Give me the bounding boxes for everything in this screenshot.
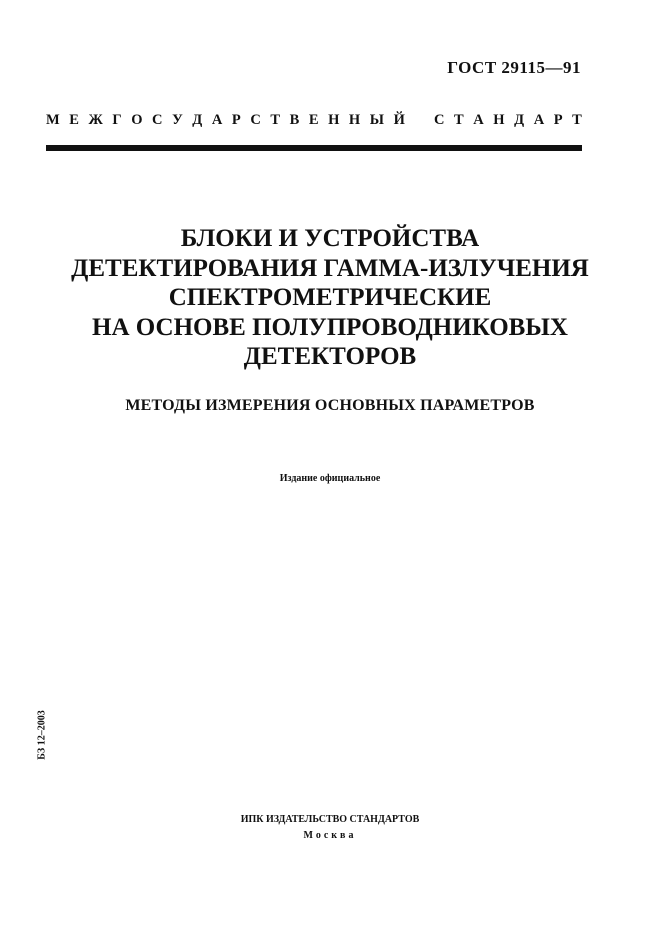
spaced-letter: Т	[454, 112, 464, 128]
gost-number: ГОСТ 29115—91	[447, 58, 581, 77]
spaced-letter: Ы	[369, 112, 384, 128]
side-code: БЗ 12–2003	[36, 710, 48, 760]
spaced-letter: Й	[393, 112, 405, 128]
title-line: БЛОКИ И УСТРОЙСТВА	[180, 225, 480, 252]
spaced-letter: Г	[112, 112, 122, 128]
spaced-letter: Ж	[88, 112, 103, 128]
spaced-letter: Д	[192, 112, 203, 128]
header-rule	[46, 145, 582, 151]
spaced-letter: Д	[514, 112, 525, 128]
spaced-letter: Т	[572, 112, 582, 128]
spaced-letter: Е	[308, 112, 319, 128]
document-title	[30, 224, 630, 372]
spaced-letter: Р	[553, 112, 563, 128]
spaced-letter: А	[533, 112, 545, 128]
spaced-letter: С	[152, 112, 163, 128]
spaced-letter: У	[172, 112, 183, 128]
title-line: ДЕТЕКТОРОВ	[243, 343, 417, 370]
edition-label: Издание официальное	[279, 473, 381, 484]
word-gap	[414, 112, 424, 129]
publisher-name: ИПК ИЗДАТЕЛЬСТВО СТАНДАРТОВ	[240, 814, 420, 825]
spaced-letter: О	[131, 112, 143, 128]
spaced-letter: Р	[231, 112, 241, 128]
spaced-letter: А	[211, 112, 223, 128]
spaced-letter: Н	[328, 112, 340, 128]
title-line: ДЕТЕКТИРОВАНИЯ ГАММА-ИЗЛУЧЕНИЯ	[71, 254, 589, 282]
spaced-letter: С	[250, 112, 261, 128]
publisher-city: Москва	[303, 830, 357, 841]
spaced-letter: В	[289, 112, 300, 128]
document-subtitle: МЕТОДЫ ИЗМЕРЕНИЯ ОСНОВНЫХ ПАРАМЕТРОВ	[125, 397, 535, 414]
spaced-letter: М	[46, 112, 60, 128]
spaced-letter: Т	[270, 112, 281, 128]
title-line: НА ОСНОВЕ ПОЛУПРОВОДНИКОВЫХ	[92, 313, 568, 341]
standard-type-heading	[46, 112, 582, 129]
title-line: СПЕКТРОМЕТРИЧЕСКИЕ	[168, 284, 492, 311]
spaced-letter: А	[473, 112, 484, 128]
spaced-letter: С	[433, 112, 445, 128]
spaced-letter: Н	[493, 112, 505, 128]
spaced-letter: Е	[69, 112, 79, 128]
spaced-letter: Н	[348, 112, 361, 128]
